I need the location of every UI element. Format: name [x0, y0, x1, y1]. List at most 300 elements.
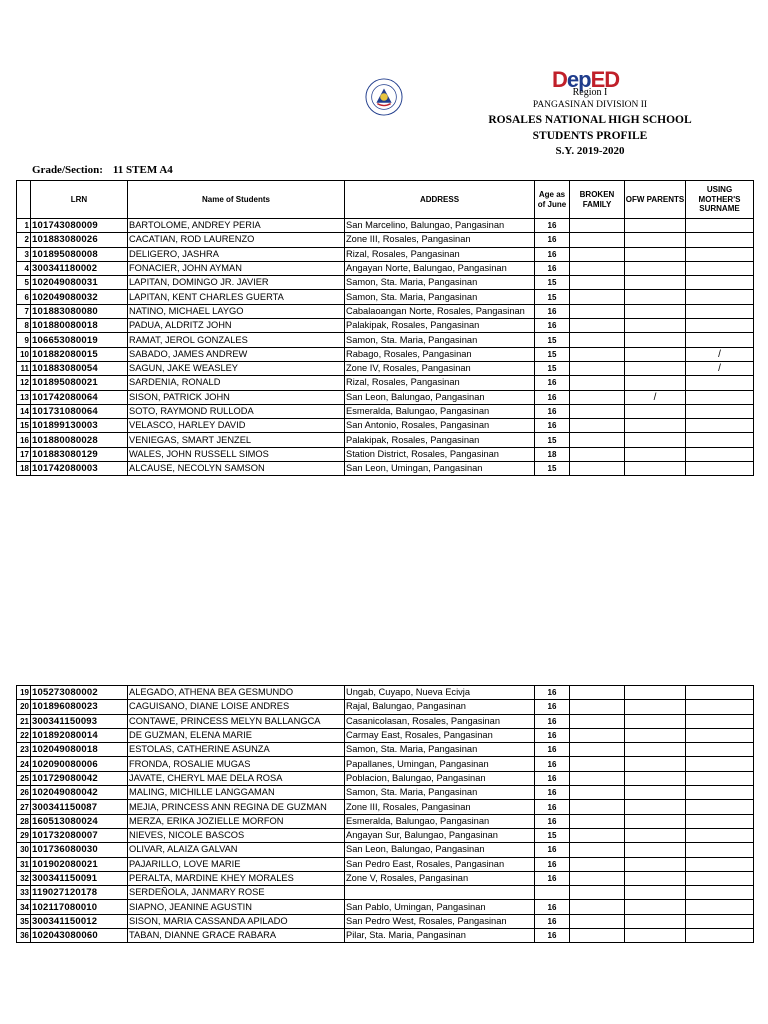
student-name: SAGUN, JAKE WEASLEY — [128, 361, 345, 375]
table-row — [17, 771, 754, 785]
table-row — [17, 290, 754, 304]
broken-family-mark — [570, 462, 625, 476]
student-age: 16 — [535, 686, 570, 700]
broken-family-mark — [570, 900, 625, 914]
broken-family-mark — [570, 219, 625, 233]
student-address: Papallanes, Umingan, Pangasinan — [345, 757, 535, 771]
broken-family-mark — [570, 786, 625, 800]
broken-family-mark — [570, 714, 625, 728]
student-age: 16 — [535, 247, 570, 261]
student-age: 16 — [535, 771, 570, 785]
row-number: 11 — [17, 361, 31, 375]
mothers-surname-mark — [686, 319, 754, 333]
student-lrn: 119027120178 — [31, 886, 128, 900]
grade-section-label: Grade/Section: — [32, 164, 103, 176]
row-number: 19 — [17, 686, 31, 700]
student-age: 16 — [535, 814, 570, 828]
row-number: 4 — [17, 261, 31, 275]
student-lrn: 101892080014 — [31, 728, 128, 742]
broken-family-mark — [570, 290, 625, 304]
student-address: Zone IV, Rosales, Pangasinan — [345, 361, 535, 375]
table-row — [17, 376, 754, 390]
row-number: 23 — [17, 743, 31, 757]
row-number: 12 — [17, 376, 31, 390]
student-address: San Pedro West, Rosales, Pangasinan — [345, 914, 535, 928]
student-address: San Pablo, Umingan, Pangasinan — [345, 900, 535, 914]
ofw-parents-mark — [625, 700, 686, 714]
student-name: SOTO, RAYMOND RULLODA — [128, 404, 345, 418]
table-row — [17, 686, 754, 700]
row-number: 36 — [17, 929, 31, 943]
row-number: 17 — [17, 447, 31, 461]
student-lrn: 102049080018 — [31, 743, 128, 757]
table-row — [17, 857, 754, 871]
table-row — [17, 743, 754, 757]
student-age: 15 — [535, 276, 570, 290]
student-name: CAGUISANO, DIANE LOISE ANDRES — [128, 700, 345, 714]
ofw-parents-mark — [625, 219, 686, 233]
mothers-surname-mark — [686, 871, 754, 885]
student-lrn: 101732080007 — [31, 828, 128, 842]
student-address: Zone III, Rosales, Pangasinan — [345, 233, 535, 247]
student-lrn: 101729080042 — [31, 771, 128, 785]
student-age: 16 — [535, 786, 570, 800]
student-lrn: 160513080024 — [31, 814, 128, 828]
student-name: PERALTA, MARDINE KHEY MORALES — [128, 871, 345, 885]
table-row — [17, 929, 754, 943]
mothers-surname-mark — [686, 433, 754, 447]
student-lrn: 101883080129 — [31, 447, 128, 461]
student-name: PAJARILLO, LOVE MARIE — [128, 857, 345, 871]
broken-family-mark — [570, 686, 625, 700]
student-name: CONTAWE, PRINCESS MELYN BALLANGCA — [128, 714, 345, 728]
school-year: S.Y. 2019-2020 — [555, 145, 625, 157]
broken-family-mark — [570, 814, 625, 828]
student-address: Casanicolasan, Rosales, Pangasinan — [345, 714, 535, 728]
table-row — [17, 914, 754, 928]
ofw-parents-mark — [625, 447, 686, 461]
row-number: 8 — [17, 319, 31, 333]
ofw-parents-mark — [625, 886, 686, 900]
student-lrn: 101896080023 — [31, 700, 128, 714]
row-number: 3 — [17, 247, 31, 261]
student-lrn: 300341150091 — [31, 871, 128, 885]
mothers-surname-mark — [686, 247, 754, 261]
student-age: 15 — [535, 433, 570, 447]
student-name: VENIEGAS, SMART JENZEL — [128, 433, 345, 447]
table-row — [17, 247, 754, 261]
broken-family-mark — [570, 771, 625, 785]
table-body — [17, 219, 754, 476]
mothers-surname-mark — [686, 447, 754, 461]
student-name: LAPITAN, KENT CHARLES GUERTA — [128, 290, 345, 304]
student-name: ALCAUSE, NECOLYN SAMSON — [128, 462, 345, 476]
table-row — [17, 800, 754, 814]
student-age: 16 — [535, 900, 570, 914]
student-lrn: 101883080054 — [31, 361, 128, 375]
row-number: 25 — [17, 771, 31, 785]
table-row — [17, 871, 754, 885]
student-lrn: 101880080028 — [31, 433, 128, 447]
ofw-parents-mark — [625, 786, 686, 800]
grade-section-value: 11 STEM A4 — [112, 164, 173, 176]
row-number: 7 — [17, 304, 31, 318]
student-age: 15 — [535, 361, 570, 375]
row-number: 15 — [17, 419, 31, 433]
table-row — [17, 333, 754, 347]
student-lrn: 105273080002 — [31, 686, 128, 700]
ofw-parents-mark — [625, 319, 686, 333]
student-lrn: 101743080009 — [31, 219, 128, 233]
mothers-surname-mark — [686, 290, 754, 304]
ofw-parents-mark — [625, 376, 686, 390]
ofw-parents-mark: / — [625, 390, 686, 404]
broken-family-mark — [570, 700, 625, 714]
broken-family-mark — [570, 319, 625, 333]
mothers-surname-mark — [686, 419, 754, 433]
broken-family-mark — [570, 871, 625, 885]
ofw-parents-mark — [625, 247, 686, 261]
broken-family-mark — [570, 276, 625, 290]
ofw-parents-mark — [625, 900, 686, 914]
ofw-parents-mark — [625, 462, 686, 476]
student-age: 16 — [535, 914, 570, 928]
table-row — [17, 219, 754, 233]
row-number: 9 — [17, 333, 31, 347]
student-address: Zone III, Rosales, Pangasinan — [345, 800, 535, 814]
mothers-surname-mark — [686, 914, 754, 928]
broken-family-mark — [570, 433, 625, 447]
student-age: 15 — [535, 290, 570, 304]
student-name: ESTOLAS, CATHERINE ASUNZA — [128, 743, 345, 757]
division-label: PANGASINAN DIVISION II — [532, 100, 648, 110]
student-age: 16 — [535, 390, 570, 404]
table-row — [17, 361, 754, 375]
col-name: Name of Students — [128, 181, 345, 219]
student-age: 16 — [535, 219, 570, 233]
mothers-surname-mark — [686, 728, 754, 742]
mothers-surname-mark — [686, 333, 754, 347]
student-lrn: 102049080032 — [31, 290, 128, 304]
row-number: 20 — [17, 700, 31, 714]
broken-family-mark — [570, 743, 625, 757]
row-number: 35 — [17, 914, 31, 928]
student-age: 18 — [535, 447, 570, 461]
table-row — [17, 828, 754, 842]
student-name: DELIGERO, JASHRA — [128, 247, 345, 261]
mothers-surname-mark — [686, 886, 754, 900]
broken-family-mark — [570, 929, 625, 943]
student-address: Zone V, Rosales, Pangasinan — [345, 871, 535, 885]
broken-family-mark — [570, 828, 625, 842]
student-lrn: 102043080060 — [31, 929, 128, 943]
student-lrn: 101742080064 — [31, 390, 128, 404]
ofw-parents-mark — [625, 728, 686, 742]
table-row — [17, 757, 754, 771]
col-address: ADDRESS — [345, 181, 535, 219]
student-lrn: 101880080018 — [31, 319, 128, 333]
row-number: 14 — [17, 404, 31, 418]
student-age: 16 — [535, 304, 570, 318]
student-address: Samon, Sta. Maria, Pangasinan — [345, 333, 535, 347]
ofw-parents-mark — [625, 419, 686, 433]
student-address: Samon, Sta. Maria, Pangasinan — [345, 276, 535, 290]
broken-family-mark — [570, 843, 625, 857]
row-number: 6 — [17, 290, 31, 304]
mothers-surname-mark — [686, 390, 754, 404]
mothers-surname-mark — [686, 714, 754, 728]
ofw-parents-mark — [625, 929, 686, 943]
table-row — [17, 462, 754, 476]
student-address: San Leon, Umingan, Pangasinan — [345, 462, 535, 476]
student-lrn: 101899130003 — [31, 419, 128, 433]
broken-family-mark — [570, 304, 625, 318]
student-lrn: 102117080010 — [31, 900, 128, 914]
student-lrn: 102090080006 — [31, 757, 128, 771]
table-row — [17, 447, 754, 461]
ofw-parents-mark — [625, 290, 686, 304]
table-body — [17, 686, 754, 943]
student-age: 16 — [535, 261, 570, 275]
student-age: 15 — [535, 462, 570, 476]
ofw-parents-mark — [625, 843, 686, 857]
row-number: 21 — [17, 714, 31, 728]
student-name: JAVATE, CHERYL MAE DELA ROSA — [128, 771, 345, 785]
student-lrn: 101742080003 — [31, 462, 128, 476]
student-name: SISON, MARIA CASSANDA APILADO — [128, 914, 345, 928]
student-lrn: 300341180002 — [31, 261, 128, 275]
student-lrn: 101731080064 — [31, 404, 128, 418]
student-address: Samon, Sta. Maria, Pangasinan — [345, 743, 535, 757]
broken-family-mark — [570, 447, 625, 461]
student-address: Rajal, Balungao, Pangasinan — [345, 700, 535, 714]
student-address: San Leon, Balungao, Pangasinan — [345, 843, 535, 857]
broken-family-mark — [570, 728, 625, 742]
broken-family-mark — [570, 419, 625, 433]
student-name: SARDENIA, RONALD — [128, 376, 345, 390]
student-age: 16 — [535, 319, 570, 333]
mothers-surname-mark — [686, 376, 754, 390]
row-number: 26 — [17, 786, 31, 800]
student-name: VELASCO, HARLEY DAVID — [128, 419, 345, 433]
student-age: 16 — [535, 743, 570, 757]
ofw-parents-mark — [625, 347, 686, 361]
col-number — [17, 181, 31, 219]
row-number: 13 — [17, 390, 31, 404]
student-address: Angayan Sur, Balungao, Pangasinan — [345, 828, 535, 842]
ofw-parents-mark — [625, 333, 686, 347]
student-lrn: 102049080031 — [31, 276, 128, 290]
student-lrn: 101882080015 — [31, 347, 128, 361]
student-name: NIEVES, NICOLE BASCOS — [128, 828, 345, 842]
student-age: 15 — [535, 333, 570, 347]
row-number: 1 — [17, 219, 31, 233]
table-row — [17, 319, 754, 333]
mothers-surname-mark — [686, 404, 754, 418]
table-row — [17, 404, 754, 418]
student-lrn: 101883080080 — [31, 304, 128, 318]
student-age: 16 — [535, 728, 570, 742]
ofw-parents-mark — [625, 686, 686, 700]
table-row — [17, 843, 754, 857]
ofw-parents-mark — [625, 714, 686, 728]
student-address: San Leon, Balungao, Pangasinan — [345, 390, 535, 404]
student-age: 15 — [535, 828, 570, 842]
table-row — [17, 814, 754, 828]
student-lrn: 300341150012 — [31, 914, 128, 928]
col-ofw-parents: OFW PARENTS — [625, 181, 686, 219]
row-number: 33 — [17, 886, 31, 900]
student-name: RAMAT, JEROL GONZALES — [128, 333, 345, 347]
student-address: San Pedro East, Rosales, Pangasinan — [345, 857, 535, 871]
student-age: 16 — [535, 857, 570, 871]
student-name: ALEGADO, ATHENA BEA GESMUNDO — [128, 686, 345, 700]
ofw-parents-mark — [625, 404, 686, 418]
student-address: San Marcelino, Balungao, Pangasinan — [345, 219, 535, 233]
student-name: FONACIER, JOHN AYMAN — [128, 261, 345, 275]
mothers-surname-mark — [686, 304, 754, 318]
mothers-surname-mark — [686, 276, 754, 290]
student-address: Angayan Norte, Balungao, Pangasinan — [345, 261, 535, 275]
table-header-row — [17, 181, 754, 219]
mothers-surname-mark — [686, 233, 754, 247]
student-name: MALING, MICHILLE LANGGAMAN — [128, 786, 345, 800]
grade-section — [32, 164, 173, 176]
mothers-surname-mark: / — [686, 361, 754, 375]
student-age: 16 — [535, 800, 570, 814]
col-lrn: LRN — [31, 181, 128, 219]
row-number: 22 — [17, 728, 31, 742]
broken-family-mark — [570, 233, 625, 247]
ofw-parents-mark — [625, 276, 686, 290]
student-name: DE GUZMAN, ELENA MARIE — [128, 728, 345, 742]
student-name: SIAPNO, JEANINE AGUSTIN — [128, 900, 345, 914]
ofw-parents-mark — [625, 433, 686, 447]
student-name: LAPITAN, DOMINGO JR. JAVIER — [128, 276, 345, 290]
ofw-parents-mark — [625, 871, 686, 885]
student-lrn: 101883080026 — [31, 233, 128, 247]
row-number: 24 — [17, 757, 31, 771]
student-address: Rizal, Rosales, Pangasinan — [345, 247, 535, 261]
student-age — [535, 886, 570, 900]
student-age: 16 — [535, 843, 570, 857]
student-address: Palakipak, Rosales, Pangasinan — [345, 319, 535, 333]
mothers-surname-mark — [686, 800, 754, 814]
table-row — [17, 390, 754, 404]
table-row — [17, 233, 754, 247]
ofw-parents-mark — [625, 361, 686, 375]
row-number: 2 — [17, 233, 31, 247]
student-address: Cabalaoangan Norte, Rosales, Pangasinan — [345, 304, 535, 318]
table-row — [17, 786, 754, 800]
broken-family-mark — [570, 333, 625, 347]
student-lrn: 102049080042 — [31, 786, 128, 800]
table-row — [17, 304, 754, 318]
col-mothers-surname: USING MOTHER'S SURNAME — [686, 181, 754, 219]
table-row — [17, 700, 754, 714]
student-lrn: 101902080021 — [31, 857, 128, 871]
ofw-parents-mark — [625, 304, 686, 318]
student-name: NATINO, MICHAEL LAYGO — [128, 304, 345, 318]
student-address: Esmeralda, Balungao, Pangasinan — [345, 814, 535, 828]
student-age: 16 — [535, 419, 570, 433]
region-label: Region I — [572, 87, 608, 98]
student-address: Station District, Rosales, Pangasinan — [345, 447, 535, 461]
ofw-parents-mark — [625, 914, 686, 928]
broken-family-mark — [570, 376, 625, 390]
student-age: 16 — [535, 233, 570, 247]
student-lrn: 101736080030 — [31, 843, 128, 857]
student-name: MEJIA, PRINCESS ANN REGINA DE GUZMAN — [128, 800, 345, 814]
student-name: WALES, JOHN RUSSELL SIMOS — [128, 447, 345, 461]
student-name: SABADO, JAMES ANDREW — [128, 347, 345, 361]
ofw-parents-mark — [625, 757, 686, 771]
mothers-surname-mark — [686, 786, 754, 800]
student-address: Samon, Sta. Maria, Pangasinan — [345, 290, 535, 304]
row-number: 31 — [17, 857, 31, 871]
mothers-surname-mark — [686, 929, 754, 943]
mothers-surname-mark — [686, 700, 754, 714]
student-address: Poblacion, Balungao, Pangasinan — [345, 771, 535, 785]
student-address: Samon, Sta. Maria, Pangasinan — [345, 786, 535, 800]
student-name: FRONDA, ROSALIE MUGAS — [128, 757, 345, 771]
ofw-parents-mark — [625, 233, 686, 247]
ofw-parents-mark — [625, 261, 686, 275]
student-name: CACATIAN, ROD LAURENZO — [128, 233, 345, 247]
student-age: 16 — [535, 871, 570, 885]
mothers-surname-mark — [686, 743, 754, 757]
student-age: 16 — [535, 929, 570, 943]
broken-family-mark — [570, 757, 625, 771]
broken-family-mark — [570, 404, 625, 418]
table-row — [17, 419, 754, 433]
broken-family-mark — [570, 361, 625, 375]
mothers-surname-mark — [686, 843, 754, 857]
broken-family-mark — [570, 390, 625, 404]
student-address — [345, 886, 535, 900]
table-row — [17, 886, 754, 900]
table-row — [17, 728, 754, 742]
student-name: BARTOLOME, ANDREY PERIA — [128, 219, 345, 233]
student-age: 16 — [535, 757, 570, 771]
mothers-surname-mark — [686, 686, 754, 700]
table-row — [17, 900, 754, 914]
student-address: Ungab, Cuyapo, Nueva Ecivja — [345, 686, 535, 700]
broken-family-mark — [570, 914, 625, 928]
table-row — [17, 276, 754, 290]
col-broken-family: BROKEN FAMILY — [570, 181, 625, 219]
row-number: 27 — [17, 800, 31, 814]
mothers-surname-mark — [686, 462, 754, 476]
broken-family-mark — [570, 886, 625, 900]
document-title: STUDENTS PROFILE — [532, 130, 648, 142]
ofw-parents-mark — [625, 828, 686, 842]
student-lrn: 101895080008 — [31, 247, 128, 261]
student-name: MERZA, ERIKA JOZIELLE MORFON — [128, 814, 345, 828]
mothers-surname-mark — [686, 261, 754, 275]
student-address: Palakipak, Rosales, Pangasinan — [345, 433, 535, 447]
student-lrn: 300341150087 — [31, 800, 128, 814]
students-table-page2 — [16, 685, 754, 943]
table-row — [17, 347, 754, 361]
row-number: 30 — [17, 843, 31, 857]
student-age: 16 — [535, 700, 570, 714]
student-name: SISON, PATRICK JOHN — [128, 390, 345, 404]
ofw-parents-mark — [625, 800, 686, 814]
deped-seal-icon — [365, 78, 403, 116]
student-address: Rabago, Rosales, Pangasinan — [345, 347, 535, 361]
student-name: TABAN, DIANNE GRACE RABARA — [128, 929, 345, 943]
